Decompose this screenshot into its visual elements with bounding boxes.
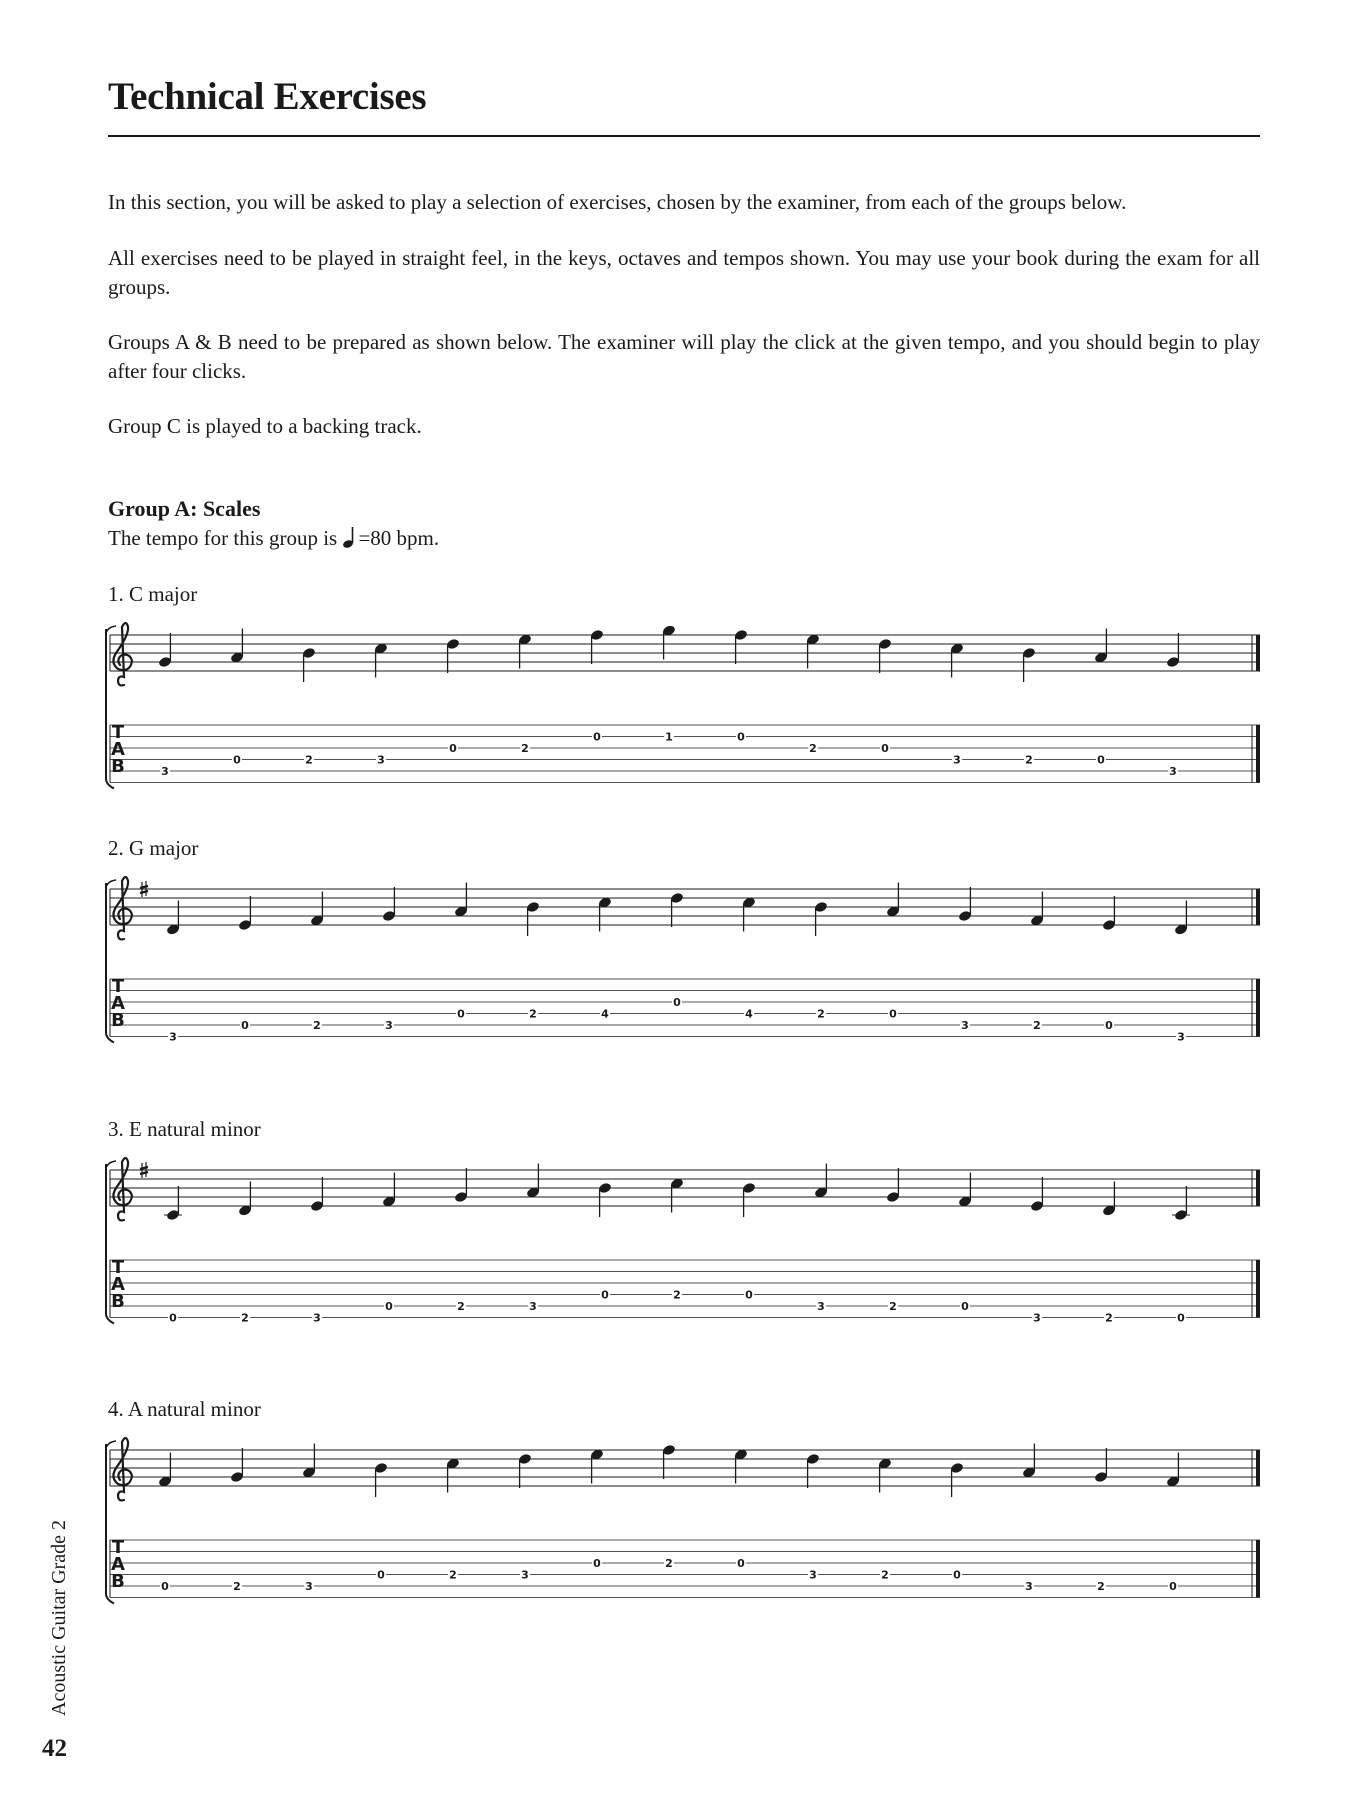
- fret-number: 1: [665, 730, 673, 744]
- bracket-hook: [106, 626, 116, 633]
- fret-number: 0: [161, 1580, 169, 1593]
- tab-final-barline-thick: [1256, 725, 1260, 783]
- tab-clef-letter: A: [111, 993, 125, 1014]
- treble-clef-icon: [113, 1438, 132, 1500]
- fret-number: 2: [521, 742, 529, 755]
- fret-number: 3: [521, 1568, 529, 1582]
- quarter-note-icon: [342, 526, 358, 548]
- tab-clef-letter: B: [111, 1571, 125, 1592]
- book-title-side-label: Acoustic Guitar Grade 2: [48, 1519, 70, 1716]
- exercise-1-title: 1. C major: [108, 582, 198, 606]
- page-title: Technical Exercises: [108, 75, 427, 118]
- fret-number: 2: [665, 1557, 673, 1570]
- group-a-heading: Group A: Scales: [108, 496, 261, 521]
- exercise-4-title: 4. A natural minor: [108, 1397, 261, 1421]
- fret-number: 3: [1169, 765, 1177, 778]
- exercise-3-title: 3. E natural minor: [108, 1117, 261, 1141]
- tab-clef-letter: A: [111, 1554, 125, 1575]
- fret-number: 3: [529, 1300, 537, 1313]
- tab-clef-letter: T: [111, 1257, 125, 1278]
- fret-number: 2: [1025, 753, 1033, 767]
- page-number: 42: [42, 1735, 67, 1762]
- treble-clef-icon: [113, 1158, 132, 1220]
- intro-paragraph-1: In this section, you will be asked to play a selection of exercises, chosen by the examiner, from each of the groups below.: [108, 190, 1127, 214]
- fret-number: 2: [817, 1007, 825, 1021]
- treble-clef-icon: [113, 623, 132, 685]
- intro-paragraph-2: All exercises need to be played in straight feel, in the keys, octaves and tempos shown. You may use your book during the exam for all groups.: [108, 246, 1260, 299]
- fret-number: 0: [457, 1007, 465, 1021]
- fret-number: 0: [745, 1288, 753, 1302]
- fret-number: 2: [889, 1300, 897, 1313]
- fret-number: 0: [449, 742, 457, 755]
- tab-clef-letter: T: [111, 976, 125, 997]
- exercise-1-notation: [100, 625, 1270, 795]
- exercise-2-title: 2. G major: [108, 836, 199, 860]
- final-barline-thick: [1256, 635, 1260, 671]
- fret-number: 2: [457, 1300, 465, 1313]
- fret-number: 3: [313, 1311, 321, 1325]
- fret-number: 2: [233, 1580, 241, 1593]
- fret-number: 3: [961, 1019, 969, 1032]
- fret-number: 4: [601, 1007, 609, 1021]
- fret-number: 0: [593, 730, 601, 744]
- fret-number: 2: [1097, 1580, 1105, 1593]
- bracket-hook: [106, 880, 116, 887]
- fret-number: 3: [1025, 1580, 1033, 1593]
- exercise-4-notation: [100, 1440, 1270, 1610]
- fret-number: 3: [953, 753, 961, 767]
- fret-number: 0: [953, 1568, 961, 1582]
- fret-number: 0: [593, 1557, 601, 1570]
- final-barline-thick: [1256, 1170, 1260, 1206]
- fret-number: 0: [601, 1288, 609, 1302]
- final-barline-thick: [1256, 1450, 1260, 1486]
- fret-number: 0: [737, 730, 745, 744]
- treble-clef-icon: [113, 877, 132, 939]
- fret-number: 3: [809, 1568, 817, 1582]
- intro-paragraph-4: Group C is played to a backing track.: [108, 414, 422, 438]
- fret-number: 3: [1033, 1311, 1041, 1325]
- fret-number: 0: [673, 996, 681, 1009]
- fret-number: 0: [169, 1311, 177, 1325]
- fret-number: 3: [1177, 1030, 1185, 1044]
- title-underline: [108, 135, 1260, 137]
- fret-number: 0: [1105, 1019, 1113, 1032]
- fret-number: 2: [1105, 1311, 1113, 1325]
- fret-number: 0: [233, 753, 241, 767]
- tab-clef-letter: A: [111, 1274, 125, 1295]
- tab-clef-letter: A: [111, 739, 125, 760]
- intro-paragraph-3: Groups A & B need to be prepared as shown below. The examiner will play the click at the given tempo, and you should begin to play after four clicks.: [108, 330, 1260, 383]
- tempo-line: [108, 526, 439, 551]
- bracket-hook: [106, 1161, 116, 1168]
- fret-number: 2: [673, 1288, 681, 1302]
- tab-final-barline-thick: [1256, 979, 1260, 1037]
- fret-number: 3: [305, 1580, 313, 1593]
- bracket-hook: [106, 1441, 116, 1448]
- tab-clef-letter: B: [111, 1291, 125, 1312]
- fret-number: 2: [313, 1019, 321, 1032]
- fret-number: 0: [737, 1557, 745, 1570]
- tab-clef-letter: T: [111, 722, 125, 743]
- fret-number: 0: [385, 1300, 393, 1313]
- exercise-3-notation: [100, 1160, 1270, 1330]
- fret-number: 0: [1177, 1311, 1185, 1325]
- fret-number: 2: [305, 753, 313, 767]
- exercise-2-notation: [100, 879, 1270, 1049]
- fret-number: 2: [449, 1568, 457, 1582]
- fret-number: 0: [241, 1019, 249, 1032]
- tempo-prefix: The tempo for this group is: [108, 526, 338, 550]
- fret-number: 0: [889, 1007, 897, 1021]
- fret-number: 0: [377, 1568, 385, 1582]
- tempo-suffix: =80 bpm.: [358, 526, 440, 550]
- fret-number: 2: [241, 1311, 249, 1325]
- fret-number: 3: [817, 1300, 825, 1313]
- fret-number: 4: [745, 1007, 753, 1021]
- fret-number: 2: [1033, 1019, 1041, 1032]
- fret-number: 0: [1169, 1580, 1177, 1593]
- fret-number: 2: [529, 1007, 537, 1021]
- fret-number: 3: [385, 1019, 393, 1032]
- fret-number: 3: [161, 765, 169, 778]
- fret-number: 0: [961, 1300, 969, 1313]
- tab-clef-letter: B: [111, 756, 125, 777]
- fret-number: 0: [1097, 753, 1105, 767]
- tab-final-barline-thick: [1256, 1260, 1260, 1318]
- fret-number: 3: [377, 753, 385, 767]
- fret-number: 2: [809, 742, 817, 755]
- tab-clef-letter: T: [111, 1537, 125, 1558]
- fret-number: 0: [881, 742, 889, 755]
- fret-number: 3: [169, 1030, 177, 1044]
- tab-final-barline-thick: [1256, 1540, 1260, 1598]
- tab-clef-letter: B: [111, 1010, 125, 1031]
- fret-number: 2: [881, 1568, 889, 1582]
- final-barline-thick: [1256, 889, 1260, 925]
